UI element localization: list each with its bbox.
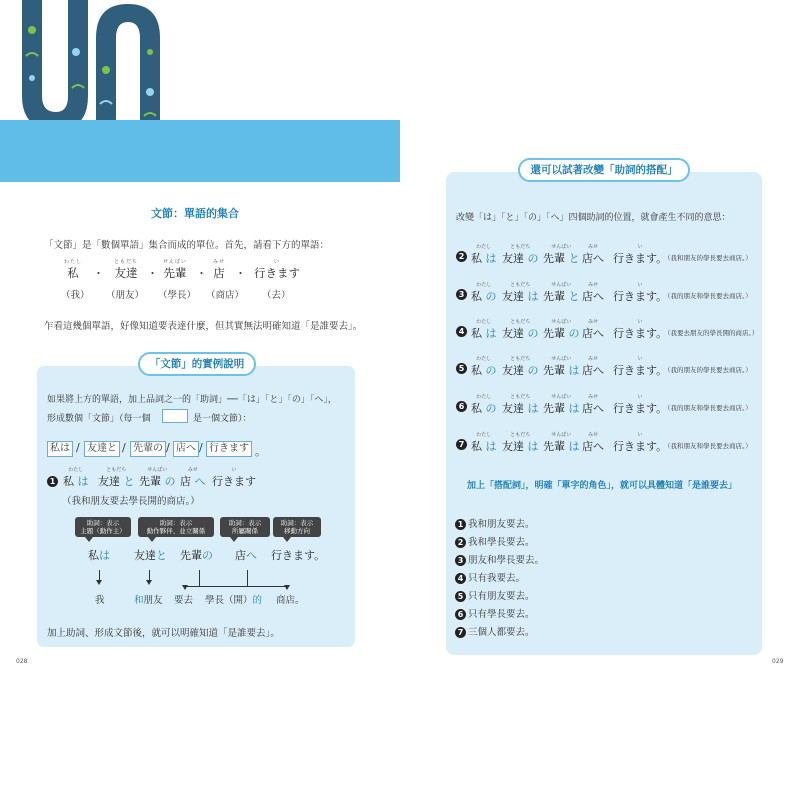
- explain-line-2a: 形成數個「文節」（每一個: [47, 414, 151, 424]
- diagram-translation: 學長（開）的: [205, 595, 263, 606]
- row-word: せんぱい 先輩 は: [543, 394, 580, 415]
- list-number-badge: 1: [455, 519, 466, 530]
- word-senpai: せんぱい 先輩: [163, 259, 188, 280]
- segment-slash: /: [199, 441, 203, 454]
- row-number-badge: 2: [456, 251, 467, 262]
- meaning-list-item: 7 三個人都要去。: [455, 624, 535, 638]
- row-number-badge: 7: [456, 439, 467, 450]
- row-word: わたし 私 は: [471, 244, 497, 265]
- separator-dot: ・: [235, 267, 246, 280]
- row-translation: （我和朋友和學長要去商店。）: [664, 442, 752, 450]
- meaning-text: （我）: [61, 290, 90, 301]
- arrow-down-icon: [149, 570, 150, 582]
- arrow-down-icon: [185, 586, 186, 587]
- row-word: みせ 店へ: [582, 244, 604, 265]
- row-word: わたし 私 の: [471, 356, 497, 377]
- example-word: せんぱい 先輩 の: [139, 467, 176, 488]
- example-word: ともだち 友達 と: [98, 467, 135, 488]
- row-word: ともだち 友達 の: [502, 319, 539, 340]
- list-number-badge: 6: [455, 609, 466, 620]
- diagram-word: 私は: [88, 549, 110, 562]
- segment-box: 友達と: [84, 441, 120, 457]
- particle-tag-partner: 助詞：表示 動作夥伴、並立關係: [138, 517, 214, 537]
- row-word: みせ 店へ: [582, 319, 604, 340]
- row-word: い 行きます。: [613, 394, 668, 415]
- combo-note: 加上「搭配詞」，明確「單字的角色」，就可以具體知道「是誰要去」: [467, 481, 738, 491]
- particle-tag-direction: 助詞：表示 移動方向: [273, 517, 321, 537]
- example-number-badge: 1: [47, 476, 58, 487]
- row-word: みせ 店へ: [582, 282, 604, 303]
- segment-box: 店へ: [173, 441, 199, 457]
- segment-end: 。: [255, 445, 266, 458]
- diagram-translation: 商店。: [276, 595, 305, 606]
- row-translation: （我的朋友和學長要去商店。）: [664, 292, 752, 300]
- separator-dot: ・: [196, 267, 207, 280]
- arrow-down-icon: [99, 570, 100, 582]
- row-word: せんぱい 先輩 の: [543, 319, 580, 340]
- row-number-badge: 3: [456, 289, 467, 300]
- list-number-badge: 7: [455, 627, 466, 638]
- example-word: わたし 私 は: [63, 467, 89, 488]
- meaning-list-item: 5 只有朋友要去。: [455, 588, 535, 602]
- outro-paragraph: 乍看這幾個單語，好像知道要表達什麼，但其實無法明確知道「是誰要去」。: [44, 321, 363, 332]
- row-word: い 行きます。: [613, 319, 668, 340]
- row-translation: （我的朋友的學長要去商店。）: [664, 366, 752, 374]
- example-pill: 「文節」的實例說明: [138, 352, 256, 376]
- example-word: い 行きます: [212, 467, 256, 488]
- section-title: 文節：單語的集合: [151, 207, 239, 220]
- segment-box: 行きます: [206, 441, 252, 457]
- row-word: せんぱい 先輩 と: [543, 244, 580, 265]
- row-word: ともだち 友達 は: [502, 432, 539, 453]
- row-word: みせ 店へ: [582, 394, 604, 415]
- word-ikimasu: い 行きます: [254, 259, 300, 280]
- connector-line: [185, 586, 247, 587]
- row-word: ともだち 友達 は: [502, 282, 539, 303]
- diagram-translation: 我: [95, 595, 105, 606]
- row-word: ともだち 友達 の: [502, 244, 539, 265]
- segment-slash: /: [122, 441, 126, 454]
- meaning-list-item: 4 只有我要去。: [455, 570, 525, 584]
- row-word: みせ 店へ: [582, 356, 604, 377]
- list-number-badge: 2: [455, 537, 466, 548]
- meaning-text: （商店）: [206, 290, 245, 301]
- intro-paragraph: 「文節」是「數個單語」集合而成的單位。首先，請看下方的單語：: [44, 240, 330, 251]
- diagram-translation: 和朋友: [134, 595, 163, 606]
- row-translation: （我要去朋友的學長開的商店。）: [664, 329, 759, 337]
- page-number-left: 028: [16, 658, 28, 665]
- right-intro: 改變「は」「と」「の」「へ」四個助詞的位置，就會產生不同的意思：: [456, 213, 731, 223]
- arrow-down-icon: [287, 586, 288, 587]
- example-translation: （我和朋友要去學長開的商店。）: [62, 496, 200, 507]
- diagram-word: 先輩の: [180, 549, 213, 562]
- row-word: わたし 私 の: [471, 282, 497, 303]
- row-number-badge: 5: [456, 363, 467, 374]
- meaning-list-item: 6 只有學長要去。: [455, 606, 535, 620]
- right-pill: 還可以試著改變「助詞的搭配」: [518, 158, 690, 182]
- row-word: ともだち 友達 は: [502, 394, 539, 415]
- explain-line-1: 如果將上方的單語，加上品詞之一的「助詞」──「は」「と」「の」「へ」，: [47, 395, 337, 405]
- separator-dot: ・: [93, 267, 104, 280]
- segment-slash: /: [76, 441, 80, 454]
- word-tomodachi: ともだち 友達: [114, 259, 139, 280]
- word-mise: みせ 店: [213, 259, 226, 280]
- diagram-word: 友達と: [134, 549, 167, 562]
- page-number-right: 029: [772, 658, 784, 665]
- segment-box: 私は: [47, 441, 73, 457]
- row-word: い 行きます。: [613, 282, 668, 303]
- row-word: せんぱい 先輩 と: [543, 282, 580, 303]
- row-number-badge: 6: [456, 401, 467, 412]
- meaning-text: （朋友）: [106, 290, 145, 301]
- connector-line: [247, 586, 287, 587]
- row-word: い 行きます。: [613, 432, 668, 453]
- explain-line-2b: 是一個文節）：: [193, 414, 252, 424]
- connector-line: [199, 570, 200, 586]
- row-number-badge: 4: [456, 326, 467, 337]
- row-word: い 行きます。: [613, 356, 668, 377]
- row-word: い 行きます。: [613, 244, 668, 265]
- word-watashi: わたし 私: [64, 259, 83, 280]
- row-word: わたし 私 の: [471, 394, 497, 415]
- list-number-badge: 5: [455, 591, 466, 602]
- segment-slash: /: [166, 441, 170, 454]
- connector-line: [247, 570, 248, 586]
- row-translation: （我的朋友和學長要去商店。）: [664, 404, 752, 412]
- diagram-word: 店へ: [235, 549, 257, 562]
- meaning-list-item: 3 朋友和學長要去。: [455, 552, 544, 566]
- example-word: みせ 店 へ: [180, 467, 206, 488]
- meaning-text: （去）: [262, 290, 291, 301]
- row-word: わたし 私 は: [471, 432, 497, 453]
- row-word: ともだち 友達 の: [502, 356, 539, 377]
- list-number-badge: 4: [455, 573, 466, 584]
- blank-box-icon: [162, 409, 188, 423]
- list-number-badge: 3: [455, 555, 466, 566]
- segment-box: 先輩の: [130, 441, 166, 457]
- meaning-list-item: 1 我和朋友要去。: [455, 516, 535, 530]
- diagram-translation: 要去: [174, 595, 194, 606]
- logo-graphic: [14, 0, 168, 138]
- left-header-band: [0, 120, 400, 182]
- diagram-word: 行きます。: [271, 549, 326, 562]
- meaning-list-item: 2 我和學長要去。: [455, 534, 535, 548]
- separator-dot: ・: [147, 267, 158, 280]
- particle-tag-possession: 助詞：表示 所屬關係: [220, 517, 270, 537]
- meaning-text: （學長）: [158, 290, 197, 301]
- row-word: みせ 店へ: [582, 432, 604, 453]
- particle-tag-topic: 助詞：表示 主題（動作主）: [75, 517, 131, 537]
- row-word: せんぱい 先輩 は: [543, 432, 580, 453]
- row-word: せんぱい 先輩 は: [543, 356, 580, 377]
- row-word: わたし 私 は: [471, 319, 497, 340]
- row-translation: （我和朋友的學長要去商店。）: [664, 254, 752, 262]
- conclusion-text: 加上助詞、形成文節後，就可以明確知道「是誰要去」。: [47, 628, 280, 639]
